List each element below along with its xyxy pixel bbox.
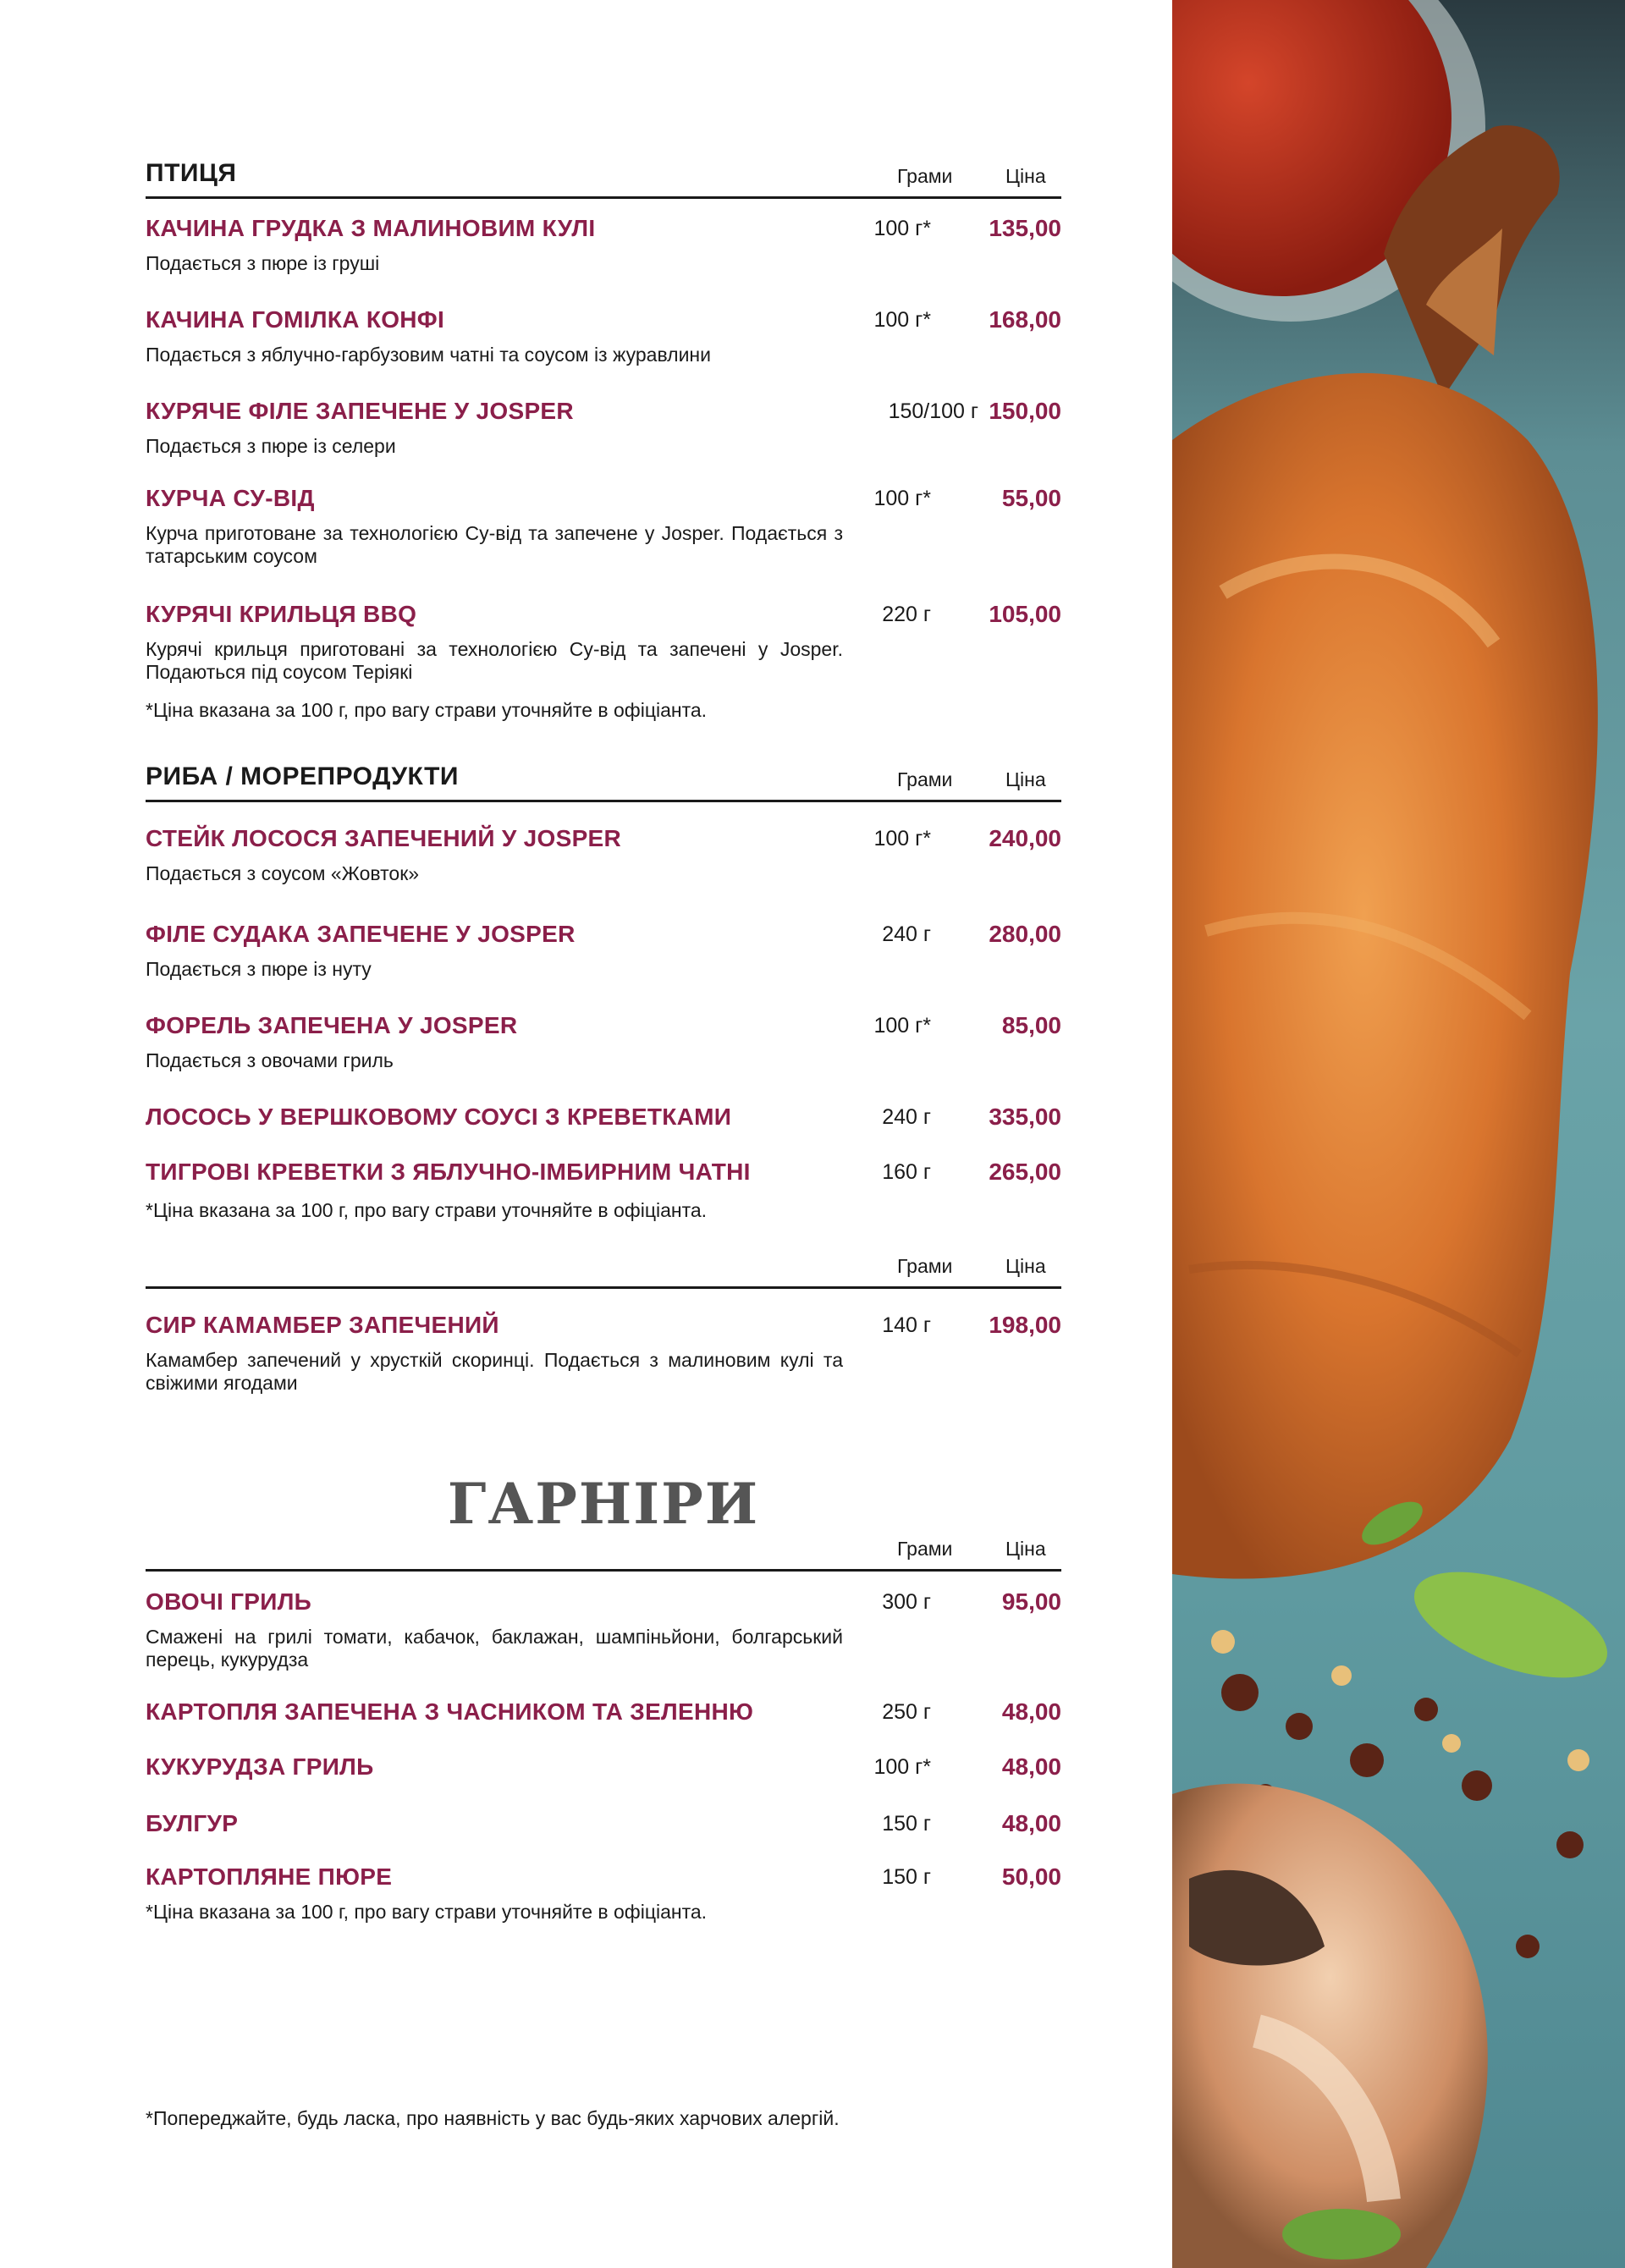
item-grams: 100 г* bbox=[873, 1755, 931, 1779]
item-name: КУРЧА СУ-ВІД bbox=[146, 485, 315, 511]
sides-header bbox=[146, 1525, 1061, 1572]
fish-header bbox=[146, 756, 1061, 802]
item-price: 50,00 bbox=[1001, 1863, 1061, 1890]
section-title: РИБА / МОРЕПРОДУКТИ bbox=[146, 762, 459, 790]
price-note: *Ціна вказана за 100 г, про вагу страви уточняйте в офіціанта. bbox=[146, 699, 708, 721]
section-title: ПТИЦЯ bbox=[146, 159, 237, 187]
item-name: КАЧИНА ГОМІЛКА КОНФІ bbox=[146, 306, 445, 333]
allergy-note: *Попереджайте, будь ласка, про наявність у вас будь-яких харчових алергій. bbox=[146, 2107, 840, 2129]
item-grams: 240 г bbox=[882, 1105, 931, 1129]
item-description: Подається з пюре із груші bbox=[146, 252, 380, 274]
item-price: 95,00 bbox=[1001, 1588, 1061, 1615]
column-price: Ціна bbox=[1005, 1255, 1046, 1277]
item-price: 265,00 bbox=[989, 1159, 1061, 1185]
item-grams: 100 г* bbox=[873, 487, 931, 510]
item-name: КАРТОПЛЯНЕ ПЮРЕ bbox=[146, 1863, 393, 1890]
column-grams: Грами bbox=[897, 768, 953, 790]
item-grams: 150/100 г bbox=[888, 399, 978, 423]
item-description: Подається з яблучно-гарбузовим чатні та соусом із журавлини bbox=[146, 344, 711, 366]
item-description: Курча приготоване за технологією Су-від та запечене у Josper. Подається з татарським соусом bbox=[146, 522, 843, 567]
item-price: 85,00 bbox=[1001, 1012, 1061, 1038]
item-name: ОВОЧІ ГРИЛЬ bbox=[146, 1588, 312, 1615]
item-name: СТЕЙК ЛОСОСЯ ЗАПЕЧЕНИЙ У JOSPER bbox=[146, 825, 622, 851]
sides-title: ГАРНІРИ bbox=[447, 1471, 760, 1537]
item-grams: 100 г* bbox=[873, 308, 931, 332]
poultry-section bbox=[146, 152, 1061, 199]
item-grams: 160 г bbox=[882, 1160, 931, 1184]
column-grams: Грами bbox=[897, 1255, 953, 1277]
column-price: Ціна bbox=[1005, 1538, 1046, 1560]
item-name: КУРЯЧІ КРИЛЬЦЯ BBQ bbox=[146, 601, 417, 627]
column-grams: Грами bbox=[897, 165, 953, 187]
item-description: Камамбер запечений у хрусткій скоринці. Подається з малиновим кулі та свіжими ягодами bbox=[146, 1349, 843, 1394]
price-note: *Ціна вказана за 100 г, про вагу страви уточняйте в офіціанта. bbox=[146, 1199, 708, 1221]
item-grams: 100 г* bbox=[873, 1014, 931, 1038]
item-description: Подається з соусом «Жовток» bbox=[146, 862, 420, 884]
item-price: 55,00 bbox=[1001, 485, 1061, 511]
item-price: 168,00 bbox=[989, 306, 1061, 333]
item-description: Курячі крильця приготовані за технологією Су-від та запечені у Josper. Подаються під соусом Теріякі bbox=[146, 638, 843, 683]
item-price: 198,00 bbox=[989, 1312, 1061, 1338]
fish-section bbox=[146, 756, 1061, 802]
column-price: Ціна bbox=[1005, 165, 1046, 187]
item-grams: 220 г bbox=[882, 603, 931, 626]
column-grams: Грами bbox=[897, 1538, 953, 1560]
item-grams: 300 г bbox=[882, 1590, 931, 1614]
item-grams: 240 г bbox=[882, 922, 931, 946]
item-price: 150,00 bbox=[989, 398, 1061, 424]
item-name: ФОРЕЛЬ ЗАПЕЧЕНА У JOSPER bbox=[146, 1012, 518, 1038]
item-description: Подається з пюре із нуту bbox=[146, 958, 372, 980]
item-name: КУРЯЧЕ ФІЛЕ ЗАПЕЧЕНЕ У JOSPER bbox=[146, 398, 574, 424]
item-price: 135,00 bbox=[989, 215, 1061, 241]
item-grams: 100 г* bbox=[873, 827, 931, 850]
item-description: Подається з пюре із селери bbox=[146, 435, 396, 457]
item-grams: 150 г bbox=[882, 1812, 931, 1836]
item-price: 335,00 bbox=[989, 1104, 1061, 1130]
item-name: ТИГРОВІ КРЕВЕТКИ З ЯБЛУЧНО-ІМБИРНИМ ЧАТНІ bbox=[146, 1159, 751, 1185]
item-price: 105,00 bbox=[989, 601, 1061, 627]
item-price: 48,00 bbox=[1001, 1698, 1061, 1725]
item-grams: 140 г bbox=[882, 1313, 931, 1337]
item-price: 48,00 bbox=[1001, 1753, 1061, 1780]
item-name: ФІЛЕ СУДАКА ЗАПЕЧЕНЕ У JOSPER bbox=[146, 921, 576, 947]
item-name: БУЛГУР bbox=[146, 1810, 239, 1836]
poultry-header bbox=[146, 152, 1061, 199]
item-name: КАЧИНА ГРУДКА З МАЛИНОВИМ КУЛІ bbox=[146, 215, 596, 241]
item-grams: 100 г* bbox=[873, 217, 931, 240]
sides-section bbox=[146, 1525, 1061, 1572]
item-name: КУКУРУДЗА ГРИЛЬ bbox=[146, 1753, 374, 1780]
item-name: КАРТОПЛЯ ЗАПЕЧЕНА З ЧАСНИКОМ ТА ЗЕЛЕННЮ bbox=[146, 1698, 754, 1725]
price-note: *Ціна вказана за 100 г, про вагу страви уточняйте в офіціанта. bbox=[146, 1901, 708, 1923]
food-photo bbox=[1172, 0, 1625, 2268]
item-price: 240,00 bbox=[989, 825, 1061, 851]
item-price: 280,00 bbox=[989, 921, 1061, 947]
item-grams: 150 г bbox=[882, 1865, 931, 1889]
item-description: Подається з овочами гриль bbox=[146, 1049, 394, 1071]
cheese-header bbox=[146, 1242, 1061, 1289]
cheese-section bbox=[146, 1242, 1061, 1289]
item-description: Смажені на грилі томати, кабачок, баклажан, шампіньйони, болгарський перець, кукурудза bbox=[146, 1626, 843, 1671]
item-name: СИР КАМАМБЕР ЗАПЕЧЕНИЙ bbox=[146, 1312, 499, 1338]
item-grams: 250 г bbox=[882, 1700, 931, 1724]
item-price: 48,00 bbox=[1001, 1810, 1061, 1836]
item-name: ЛОСОСЬ У ВЕРШКОВОМУ СОУСІ З КРЕВЕТКАМИ bbox=[146, 1104, 732, 1130]
column-price: Ціна bbox=[1005, 768, 1046, 790]
